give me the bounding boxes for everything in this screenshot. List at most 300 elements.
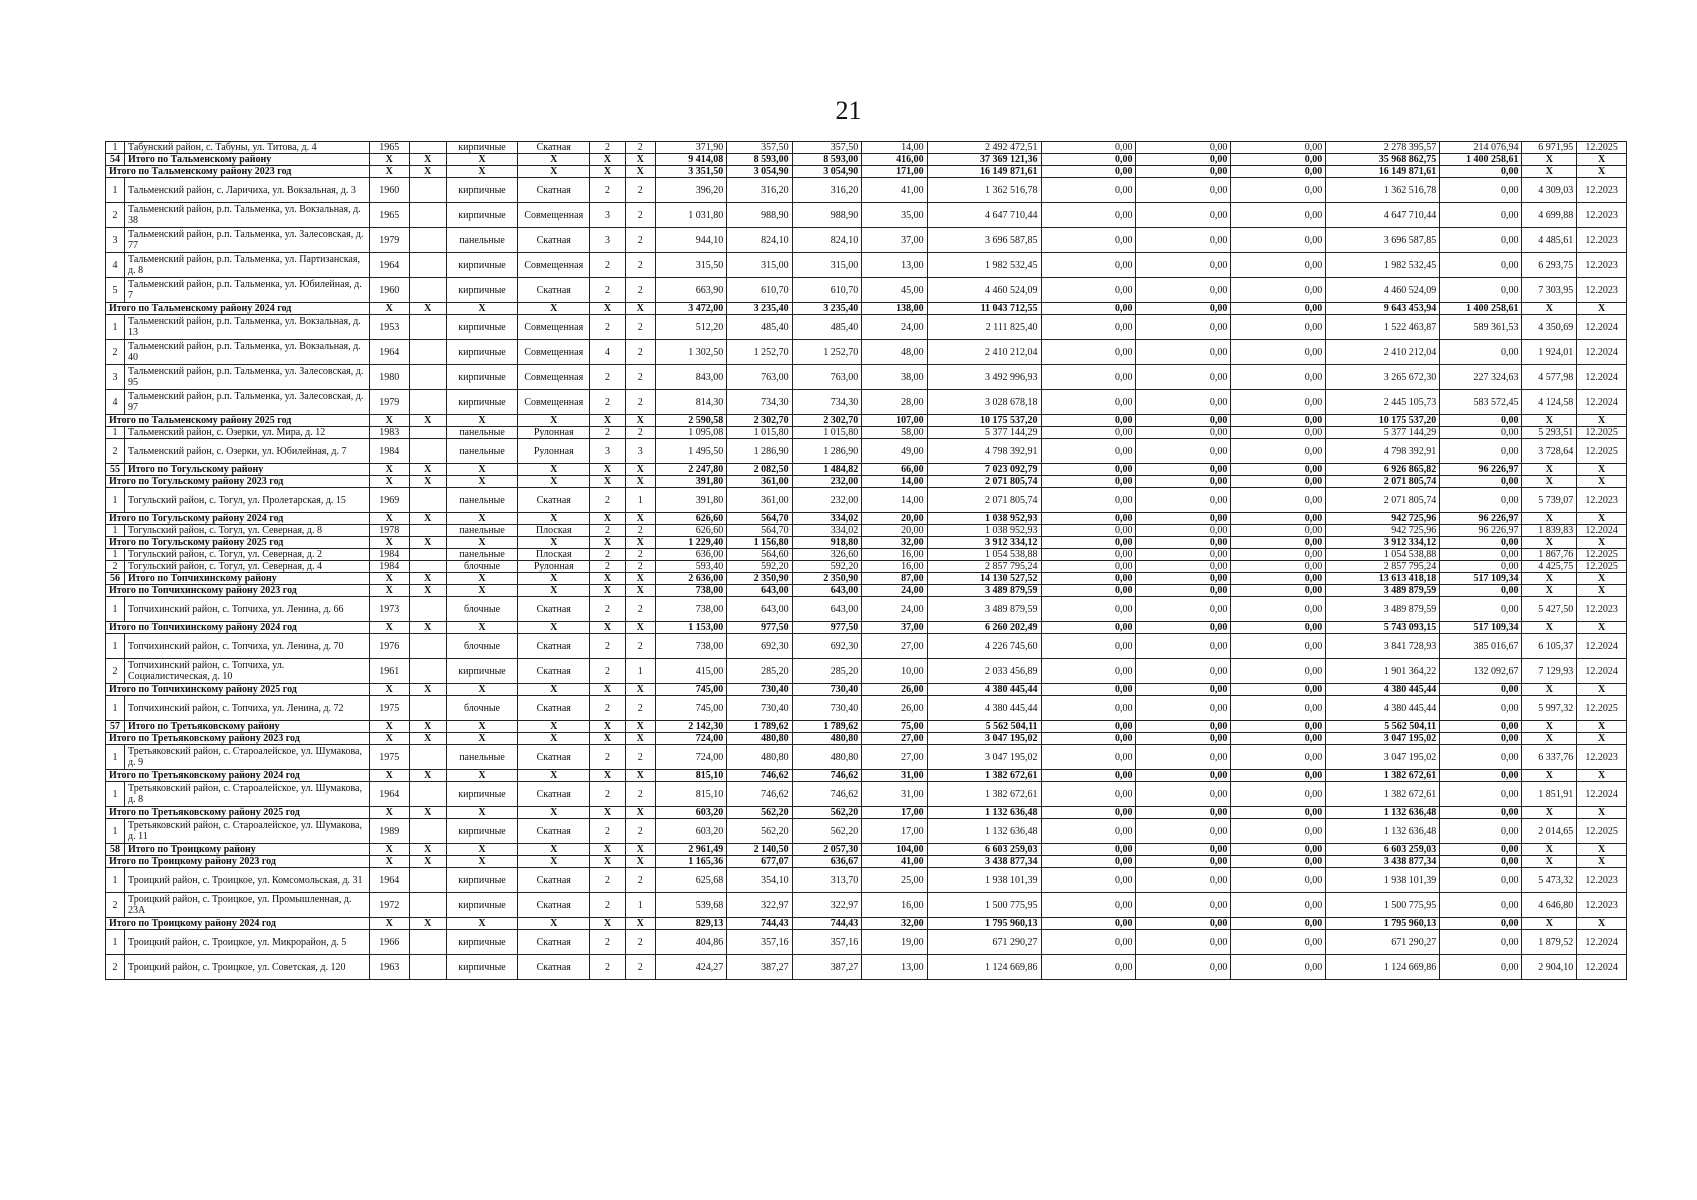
table-cell: 643,00 <box>792 597 862 622</box>
table-cell <box>409 745 446 770</box>
table-cell: 2 <box>106 955 125 980</box>
table-cell: 0,00 <box>1440 278 1522 303</box>
table-cell: 1 879,52 <box>1522 930 1577 955</box>
table-cell: 1 982 532,45 <box>1326 253 1440 278</box>
table-cell: 643,00 <box>727 597 792 622</box>
table-cell: X <box>1577 415 1627 427</box>
table-cell: 1 <box>625 488 655 513</box>
housing-repair-table <box>105 141 1627 980</box>
table-row <box>106 488 1627 513</box>
table-cell: 564,70 <box>727 513 792 525</box>
table-cell: 0,00 <box>1440 782 1522 807</box>
table-cell: 1 038 952,93 <box>927 525 1041 537</box>
table-cell: 2 445 105,73 <box>1326 390 1440 415</box>
table-cell: 0,00 <box>1041 573 1136 585</box>
table-cell: 0,00 <box>1440 930 1522 955</box>
table-cell: X <box>590 807 626 819</box>
table-cell: блочные <box>446 696 518 721</box>
table-cell: блочные <box>446 597 518 622</box>
table-cell: 0,00 <box>1136 315 1231 340</box>
table-cell <box>409 365 446 390</box>
table-cell: 0,00 <box>1136 154 1231 166</box>
table-cell: 2 <box>625 597 655 622</box>
table-cell: 4 <box>106 253 125 278</box>
table-row <box>106 253 1627 278</box>
table-cell: 942 725,96 <box>1326 525 1440 537</box>
table-cell: X <box>518 585 590 597</box>
table-cell: Топчихинский район, с. Топчиха, ул. Ленина, д. 72 <box>124 696 369 721</box>
table-cell: 357,50 <box>792 142 862 154</box>
table-cell: 2 <box>590 955 626 980</box>
table-cell: 2 <box>590 561 626 573</box>
table-cell: 26,00 <box>862 696 927 721</box>
table-cell: X <box>518 537 590 549</box>
table-cell: 1 839,83 <box>1522 525 1577 537</box>
table-cell: 1 <box>106 142 125 154</box>
table-cell: 0,00 <box>1041 154 1136 166</box>
table-cell: Скатная <box>518 597 590 622</box>
table-cell: 371,90 <box>655 142 727 154</box>
table-cell: 480,80 <box>792 745 862 770</box>
table-cell: 1 124 669,86 <box>1326 955 1440 980</box>
table-cell: X <box>1577 844 1627 856</box>
table-cell: 24,00 <box>862 585 927 597</box>
table-row <box>106 439 1627 464</box>
table-cell: 480,80 <box>792 733 862 745</box>
table-cell: 16,00 <box>862 893 927 918</box>
table-cell: 0,00 <box>1136 476 1231 488</box>
table-cell: 2 <box>625 203 655 228</box>
table-cell: 0,00 <box>1231 166 1326 178</box>
table-cell: кирпичные <box>446 930 518 955</box>
table-cell: X <box>590 415 626 427</box>
table-cell: 0,00 <box>1041 476 1136 488</box>
table-row <box>106 659 1627 684</box>
table-cell: 25,00 <box>862 868 927 893</box>
table-cell: X <box>1522 770 1577 782</box>
table-cell: 0,00 <box>1231 868 1326 893</box>
table-cell: 1975 <box>369 696 409 721</box>
table-row <box>106 365 1627 390</box>
table-cell: 3 489 879,59 <box>927 597 1041 622</box>
table-cell: 745,00 <box>655 684 727 696</box>
table-cell: Итого по Третьяковскому району 2023 год <box>106 733 370 745</box>
table-cell: 746,62 <box>727 770 792 782</box>
table-cell: X <box>625 770 655 782</box>
table-cell: 2 071 805,74 <box>927 488 1041 513</box>
summary-row <box>106 166 1627 178</box>
table-cell: X <box>1522 154 1577 166</box>
table-cell: X <box>625 844 655 856</box>
table-cell: 12.2023 <box>1577 597 1627 622</box>
table-cell: 12.2023 <box>1577 868 1627 893</box>
table-cell: Тальменский район, с. Озерки, ул. Мира, д. 12 <box>124 427 369 439</box>
table-cell: X <box>1577 684 1627 696</box>
table-cell: 7 303,95 <box>1522 278 1577 303</box>
table-cell: X <box>369 721 409 733</box>
table-cell: 0,00 <box>1136 513 1231 525</box>
table-cell: Итого по Троицкому району 2023 год <box>106 856 370 868</box>
table-cell: 0,00 <box>1136 807 1231 819</box>
table-row <box>106 955 1627 980</box>
table-cell: 0,00 <box>1041 488 1136 513</box>
table-cell: 391,80 <box>655 476 727 488</box>
table-cell: X <box>446 856 518 868</box>
summary-row <box>106 684 1627 696</box>
table-cell: 12.2024 <box>1577 340 1627 365</box>
table-cell: 27,00 <box>862 745 927 770</box>
table-body <box>106 142 1627 980</box>
table-cell: X <box>446 585 518 597</box>
table-cell: 24,00 <box>862 315 927 340</box>
table-cell: 0,00 <box>1041 315 1136 340</box>
table-cell: 0,00 <box>1231 365 1326 390</box>
table-cell: X <box>409 154 446 166</box>
table-cell: 763,00 <box>727 365 792 390</box>
table-cell: 2 636,00 <box>655 573 727 585</box>
table-cell: 744,43 <box>792 918 862 930</box>
table-cell: 3 <box>106 365 125 390</box>
table-cell: X <box>625 585 655 597</box>
table-cell: X <box>1522 415 1577 427</box>
table-cell: X <box>409 918 446 930</box>
table-cell: X <box>590 573 626 585</box>
table-cell: Табунский район, с. Табуны, ул. Титова, д. 4 <box>124 142 369 154</box>
table-cell: 636,00 <box>655 549 727 561</box>
table-cell: 0,00 <box>1231 918 1326 930</box>
table-cell: кирпичные <box>446 659 518 684</box>
table-cell: X <box>446 303 518 315</box>
table-cell: 2 142,30 <box>655 721 727 733</box>
table-cell: 2 <box>590 819 626 844</box>
table-cell: 35 968 862,75 <box>1326 154 1440 166</box>
table-cell: 416,00 <box>862 154 927 166</box>
table-cell: 107,00 <box>862 415 927 427</box>
table-cell: X <box>625 721 655 733</box>
table-cell: 0,00 <box>1136 561 1231 573</box>
table-cell: 0,00 <box>1136 585 1231 597</box>
table-cell: 132 092,67 <box>1440 659 1522 684</box>
table-cell: 1 938 101,39 <box>927 868 1041 893</box>
table-cell: 41,00 <box>862 856 927 868</box>
table-cell: 0,00 <box>1041 142 1136 154</box>
table-cell: 334,02 <box>792 525 862 537</box>
table-cell: 1960 <box>369 278 409 303</box>
table-cell: X <box>590 721 626 733</box>
table-cell: 0,00 <box>1136 390 1231 415</box>
table-cell: 387,27 <box>727 955 792 980</box>
table-cell: 2 <box>590 315 626 340</box>
table-cell: кирпичные <box>446 178 518 203</box>
table-cell: X <box>1577 721 1627 733</box>
table-cell: 1 132 636,48 <box>1326 819 1440 844</box>
table-cell: 0,00 <box>1231 340 1326 365</box>
table-cell <box>409 315 446 340</box>
table-row <box>106 782 1627 807</box>
table-cell: 0,00 <box>1136 488 1231 513</box>
table-cell: Скатная <box>518 745 590 770</box>
table-cell: 0,00 <box>1231 659 1326 684</box>
table-cell: X <box>518 844 590 856</box>
table-cell: 815,10 <box>655 770 727 782</box>
table-cell: 0,00 <box>1041 893 1136 918</box>
table-cell: 7 129,93 <box>1522 659 1577 684</box>
table-cell: X <box>446 464 518 476</box>
table-cell: 0,00 <box>1136 439 1231 464</box>
table-cell: 0,00 <box>1136 733 1231 745</box>
table-cell: X <box>625 415 655 427</box>
table-cell: X <box>1577 770 1627 782</box>
table-cell: X <box>1522 721 1577 733</box>
table-cell: 5 997,32 <box>1522 696 1577 721</box>
table-cell: 829,13 <box>655 918 727 930</box>
summary-row <box>106 513 1627 525</box>
table-cell: 3 <box>590 439 626 464</box>
table-cell: 45,00 <box>862 278 927 303</box>
table-cell: 1 054 538,88 <box>927 549 1041 561</box>
table-cell: 27,00 <box>862 733 927 745</box>
table-cell: 0,00 <box>1136 930 1231 955</box>
table-cell: 5 473,32 <box>1522 868 1577 893</box>
summary-row <box>106 154 1627 166</box>
table-cell: X <box>625 537 655 549</box>
table-row <box>106 178 1627 203</box>
summary-row <box>106 573 1627 585</box>
table-cell: 2 <box>590 427 626 439</box>
table-cell: 2 <box>625 427 655 439</box>
table-cell: 0,00 <box>1041 278 1136 303</box>
table-cell: 0,00 <box>1440 549 1522 561</box>
table-cell: X <box>1577 585 1627 597</box>
table-cell: 0,00 <box>1136 634 1231 659</box>
table-cell: 38,00 <box>862 365 927 390</box>
table-cell: 1 400 258,61 <box>1440 154 1522 166</box>
table-cell: 2 <box>590 597 626 622</box>
table-cell: 2 <box>590 549 626 561</box>
table-cell: 824,10 <box>792 228 862 253</box>
table-cell: 2 857 795,24 <box>927 561 1041 573</box>
table-cell: 0,00 <box>1231 721 1326 733</box>
table-cell: 977,50 <box>727 622 792 634</box>
table-cell: 738,00 <box>655 597 727 622</box>
table-cell: X <box>1522 844 1577 856</box>
table-cell: Топчихинский район, с. Топчиха, ул. Ленина, д. 70 <box>124 634 369 659</box>
table-cell: 0,00 <box>1041 365 1136 390</box>
table-cell: 2 <box>590 178 626 203</box>
table-cell: 0,00 <box>1136 622 1231 634</box>
table-cell: Итого по Третьяковскому району <box>124 721 369 733</box>
table-cell: 485,40 <box>792 315 862 340</box>
table-cell: 1 095,08 <box>655 427 727 439</box>
table-cell: 2 <box>590 390 626 415</box>
table-cell: 396,20 <box>655 178 727 203</box>
table-cell: кирпичные <box>446 819 518 844</box>
table-cell: панельные <box>446 745 518 770</box>
table-cell: 0,00 <box>1440 844 1522 856</box>
table-cell: 4 <box>590 340 626 365</box>
table-cell: 1 302,50 <box>655 340 727 365</box>
table-cell: 26,00 <box>862 684 927 696</box>
table-cell: 4 <box>106 390 125 415</box>
table-cell: 0,00 <box>1041 807 1136 819</box>
table-cell: Итого по Топчихинскому району 2024 год <box>106 622 370 634</box>
table-cell: 334,02 <box>792 513 862 525</box>
table-cell: 0,00 <box>1041 696 1136 721</box>
table-cell: 2 <box>625 549 655 561</box>
table-cell: X <box>1522 513 1577 525</box>
table-cell: 0,00 <box>1231 622 1326 634</box>
table-cell: X <box>625 918 655 930</box>
table-cell: 285,20 <box>727 659 792 684</box>
table-cell: X <box>518 573 590 585</box>
table-cell: 0,00 <box>1231 464 1326 476</box>
table-cell: 12.2023 <box>1577 278 1627 303</box>
table-cell: 1963 <box>369 955 409 980</box>
table-cell: 0,00 <box>1440 955 1522 980</box>
table-cell: панельные <box>446 525 518 537</box>
table-cell: 4 699,88 <box>1522 203 1577 228</box>
table-cell: 12.2025 <box>1577 549 1627 561</box>
table-cell: X <box>518 513 590 525</box>
table-cell: X <box>369 770 409 782</box>
table-cell: 730,40 <box>792 684 862 696</box>
table-cell: 0,00 <box>1231 549 1326 561</box>
table-cell: X <box>409 537 446 549</box>
table-cell: 2 <box>590 525 626 537</box>
table-cell: 730,40 <box>727 684 792 696</box>
table-cell: X <box>1522 622 1577 634</box>
table-cell: X <box>590 622 626 634</box>
table-cell: 57 <box>106 721 125 733</box>
table-cell: X <box>369 622 409 634</box>
table-cell: 1964 <box>369 253 409 278</box>
table-cell: 0,00 <box>1136 659 1231 684</box>
table-cell: 17,00 <box>862 819 927 844</box>
table-cell: 0,00 <box>1231 537 1326 549</box>
table-cell: 1 <box>106 634 125 659</box>
table-cell: 988,90 <box>727 203 792 228</box>
summary-row <box>106 303 1627 315</box>
table-cell: 0,00 <box>1136 856 1231 868</box>
table-cell: X <box>369 585 409 597</box>
table-cell: X <box>590 166 626 178</box>
table-cell: 12.2025 <box>1577 427 1627 439</box>
table-row <box>106 597 1627 622</box>
table-row <box>106 525 1627 537</box>
table-cell: 730,40 <box>792 696 862 721</box>
table-cell: 512,20 <box>655 315 727 340</box>
table-cell: 824,10 <box>727 228 792 253</box>
table-cell: 2 <box>590 365 626 390</box>
table-cell: 671 290,27 <box>1326 930 1440 955</box>
table-cell: X <box>518 464 590 476</box>
table-cell: Троицкий район, с. Троицкое, ул. Микрорайон, д. 5 <box>124 930 369 955</box>
table-cell: X <box>1577 303 1627 315</box>
table-cell: 2 904,10 <box>1522 955 1577 980</box>
table-cell: Тогульский район, с. Тогул, ул. Северная, д. 2 <box>124 549 369 561</box>
table-cell: 0,00 <box>1440 203 1522 228</box>
table-cell: X <box>409 573 446 585</box>
table-cell: X <box>590 585 626 597</box>
table-cell: 6 260 202,49 <box>927 622 1041 634</box>
table-cell: X <box>590 464 626 476</box>
table-cell: 0,00 <box>1136 464 1231 476</box>
table-cell: Рулонная <box>518 427 590 439</box>
table-cell: X <box>409 476 446 488</box>
table-cell: X <box>1522 537 1577 549</box>
table-cell <box>409 228 446 253</box>
table-cell: блочные <box>446 634 518 659</box>
table-cell: 96 226,97 <box>1440 513 1522 525</box>
table-cell: 0,00 <box>1440 585 1522 597</box>
table-cell: 6 603 259,03 <box>927 844 1041 856</box>
table-cell: X <box>590 918 626 930</box>
table-cell: 48,00 <box>862 340 927 365</box>
table-cell: кирпичные <box>446 365 518 390</box>
table-cell: 0,00 <box>1136 303 1231 315</box>
table-cell: Совмещенная <box>518 203 590 228</box>
table-cell: 0,00 <box>1231 561 1326 573</box>
table-cell: 0,00 <box>1231 488 1326 513</box>
table-cell: 0,00 <box>1041 561 1136 573</box>
table-cell: 316,20 <box>792 178 862 203</box>
table-cell: 12.2023 <box>1577 228 1627 253</box>
table-cell: 3 <box>106 228 125 253</box>
table-cell: 12.2023 <box>1577 253 1627 278</box>
table-cell: 12.2023 <box>1577 178 1627 203</box>
table-cell: 5 <box>106 278 125 303</box>
table-cell: 357,16 <box>727 930 792 955</box>
table-cell: 677,07 <box>727 856 792 868</box>
table-cell: X <box>446 844 518 856</box>
table-cell: 4 485,61 <box>1522 228 1577 253</box>
table-cell: 4 309,03 <box>1522 178 1577 203</box>
table-cell: 0,00 <box>1136 893 1231 918</box>
table-row <box>106 390 1627 415</box>
table-cell: 3 265 672,30 <box>1326 365 1440 390</box>
table-cell: 0,00 <box>1231 696 1326 721</box>
table-cell: 49,00 <box>862 439 927 464</box>
table-cell: 2 <box>625 955 655 980</box>
table-cell: 1 153,00 <box>655 622 727 634</box>
table-cell: 12.2024 <box>1577 955 1627 980</box>
table-cell: 603,20 <box>655 807 727 819</box>
table-cell: 0,00 <box>1231 770 1326 782</box>
table-cell: 0,00 <box>1041 415 1136 427</box>
table-cell: 0,00 <box>1231 476 1326 488</box>
table-cell: 1961 <box>369 659 409 684</box>
table-cell: 6 337,76 <box>1522 745 1577 770</box>
table-cell: 562,20 <box>792 807 862 819</box>
table-cell: X <box>409 721 446 733</box>
table-cell: 12.2024 <box>1577 659 1627 684</box>
table-cell: 4 380 445,44 <box>1326 684 1440 696</box>
table-cell: Тальменский район, р.п. Тальменка, ул. Партизанская, д. 8 <box>124 253 369 278</box>
table-cell <box>409 203 446 228</box>
table-cell: 0,00 <box>1041 537 1136 549</box>
table-cell: 3 235,40 <box>727 303 792 315</box>
table-cell: 326,60 <box>792 549 862 561</box>
table-cell: 2 140,50 <box>727 844 792 856</box>
table-cell: Тальменский район, с. Озерки, ул. Юбилейная, д. 7 <box>124 439 369 464</box>
table-cell: Плоская <box>518 549 590 561</box>
table-cell: X <box>409 844 446 856</box>
table-cell: 2 <box>625 228 655 253</box>
table-cell: 610,70 <box>792 278 862 303</box>
table-cell: 1979 <box>369 390 409 415</box>
table-cell: 0,00 <box>1440 340 1522 365</box>
table-cell: 12.2025 <box>1577 819 1627 844</box>
